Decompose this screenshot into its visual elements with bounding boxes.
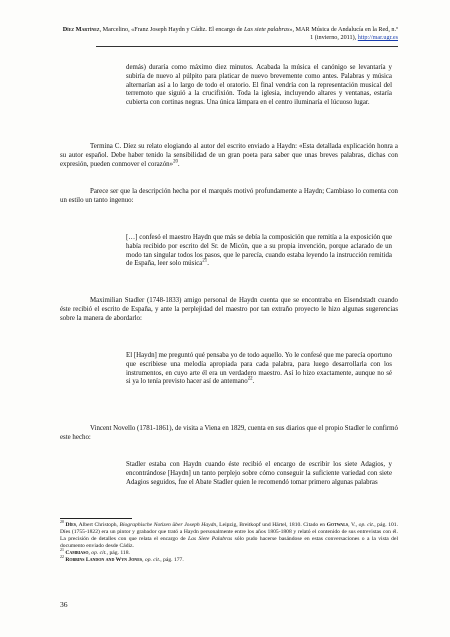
footnote-22-number: 22 bbox=[60, 555, 64, 560]
footnote-20-number: 20 bbox=[60, 520, 64, 525]
block-quote-2-text: […] confesó el maestro Haydn que más se debía la composición que remitía a la exposición que había recibido por escrito del Sr. de Micón, que a su propia invención, porque aclarado de un modo tan singular todos los pasos, que le parecía, cuando estaba leyendo la instrucción remitida de España, leer solo música bbox=[126, 234, 392, 268]
header-rule bbox=[96, 46, 398, 47]
footnote-20-opcit: op. cit. bbox=[358, 522, 375, 528]
block-quote-2 bbox=[126, 234, 392, 269]
header-url-link[interactable]: http://mar.ugr.es bbox=[357, 34, 398, 42]
footnote-22 bbox=[60, 557, 398, 564]
footnote-22-text-1: , bbox=[142, 557, 145, 564]
footnote-ref-20[interactable]: 20 bbox=[173, 159, 178, 165]
footnote-20-text-2: , Leipzig, Breitkopf und Härtel, 1810. Citado en bbox=[216, 522, 327, 528]
block-quote-2-end: . bbox=[207, 260, 209, 268]
footnote-20-text-1: , Albert Christoph, bbox=[75, 522, 120, 528]
footnote-21-author: Cambiaso bbox=[65, 550, 89, 557]
footnote-21-opcit: op. cit. bbox=[91, 550, 107, 557]
footnote-22-text-2: , pág. 177. bbox=[160, 557, 184, 564]
header-work-title: Las siete palabras bbox=[243, 26, 290, 33]
header-journal: », MAR Música de Andalucía en la Red, n.º 1 (invierno, 2011), bbox=[289, 26, 398, 42]
footnote-20-text-4: , pág. 101. Díes (1755-1822) era un pintor y grabador que trató a Haydn personalmente entre los años 1805-1808 y relató el contenido de sus entrevistas con él. La precisión de detalles con que relata el encargo de bbox=[60, 522, 398, 543]
footnote-21-text-2: , pág. 118. bbox=[106, 550, 130, 557]
footnote-21-text-1: , bbox=[88, 550, 92, 557]
block-quote-3 bbox=[126, 352, 392, 387]
block-quote-4: Stadler estaba con Haydn cuando éste recibió el encargo de escribir los siete Adagios, y encontrándose [Haydn] un tanto perplejo sobre cómo conseguir la suficiente variedad con siete Adagios seguidos, fue el Abate Stadler quien le recomendó tomar primero algunas palabras bbox=[126, 461, 392, 486]
running-header bbox=[60, 26, 398, 42]
footnote-20-text-5: sólo pudo hacerse basándose en estas conversaciones o a la vista del documento enviado desde Cádiz. bbox=[60, 536, 399, 550]
paragraph-1-text: Termina C. Díez su relato elogiando al autor del escrito enviado a Haydn: «Esta detallada explicación honra a su autor español. Debe haber tenido la sensibilidad de un gran poeta para saber que unas breves palabras, dichas con expresión, pueden conmover el corazón» bbox=[60, 143, 398, 168]
footnote-rule bbox=[60, 518, 132, 519]
block-quote-1: demás) duraría como máximo diez minutos. Acabada la música el canónigo se levantaría y subiría de nuevo al púlpito para platicar de nuevo brevemente como antes. Palabras y música alternarían así a lo largo de todo el oratorio. El final vendría con la representación musical del terremoto que siguió a la crucifixión. Toda la iglesia, incluyendo altares y ventanas, estaría cubierta con cortinas negras. Una única lámpara en el centro iluminaría el lúcuoso lugar. bbox=[126, 64, 392, 106]
footnote-ref-22[interactable]: 22 bbox=[247, 376, 253, 382]
footnote-22-author: Robbins Landon and Wyn Jones bbox=[65, 557, 143, 564]
footnotes bbox=[60, 522, 398, 565]
footnote-20-author: Díes bbox=[65, 522, 76, 528]
block-quote-3-end: . bbox=[252, 378, 255, 386]
block-quote-3-text: El [Haydn] me preguntó qué pensaba yo de todo aquello. Yo le confesé que me parecía oportuno que escribiese una melodía apropiada para cada palabra, para luego desarrollarla con los instrumentos, en cuyo arte él era un verdadero maestro. Así lo hizo exactamente, aunque no sé si ya lo tenía previsto hacer así de antemano bbox=[126, 352, 392, 386]
footnote-20-title: Biographische Notizen über Joseph Haydn bbox=[119, 522, 217, 528]
paragraph-4: Vincent Novello (1781-1861), de visita a Viena en 1829, cuenta en sus diarios que el propio Stadler le confirmó este hecho: bbox=[60, 425, 398, 441]
header-author: Díez Martínez bbox=[62, 26, 100, 33]
footnote-20-text-3: , V., bbox=[348, 522, 359, 528]
paragraph-1-end: . bbox=[177, 160, 180, 168]
footnote-20-author-2: Gotwals bbox=[326, 522, 349, 528]
paragraph-3: Maximilian Stadler (1748-1833) amigo personal de Haydn cuenta que se encontraba en Eisendstadt cuando éste recibió el escrito de España, y ante la perplejidad del maestro por tan extraño proyecto le hizo algunas sugerencias sobre la manera de abordarlo: bbox=[60, 297, 398, 322]
header-citation: , Marcelino, «Franz Joseph Haydn y Cádiz. El encargo de bbox=[99, 26, 244, 33]
footnote-20-title-2: Las Siete Palabras bbox=[188, 536, 233, 543]
footnote-22-opcit: op. cit. bbox=[144, 557, 161, 564]
paragraph-1 bbox=[60, 143, 398, 169]
footnote-21-number: 21 bbox=[60, 548, 64, 553]
paragraph-2: Parece ser que la descripción hecha por el marqués motivó profundamente a Haydn; Cambiaso lo comenta con un estilo un tanto ingenuo: bbox=[60, 188, 398, 204]
page-number: 36 bbox=[60, 600, 68, 609]
footnote-ref-21[interactable]: 21 bbox=[202, 258, 208, 264]
footnote-20 bbox=[60, 522, 398, 550]
